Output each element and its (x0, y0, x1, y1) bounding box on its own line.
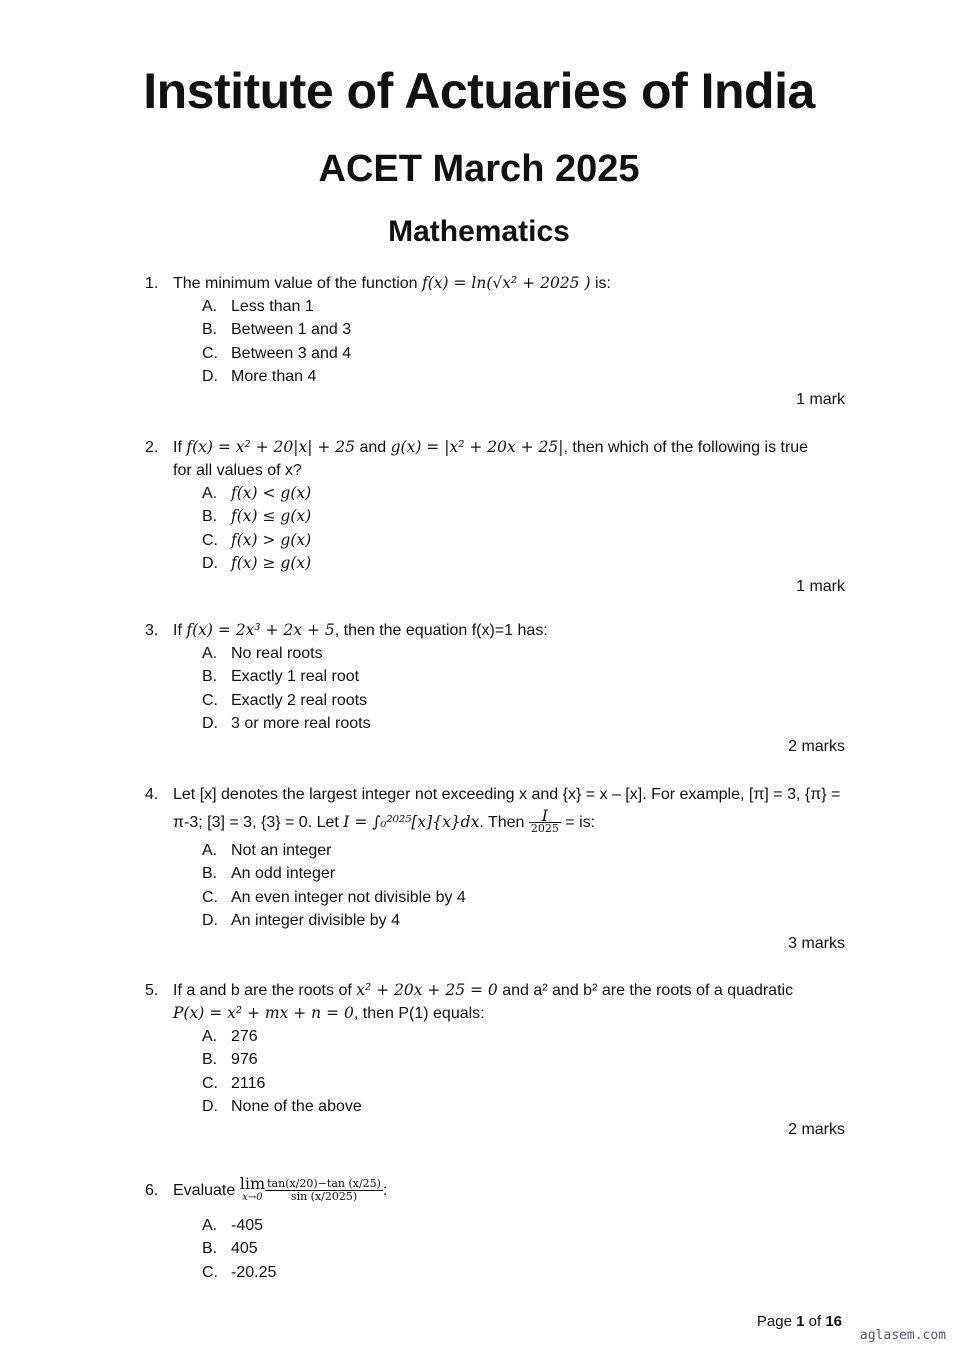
option-c: C. Between 3 and 4 (202, 344, 352, 362)
math-expression: g(x) = |x² + 20x + 25| (390, 438, 564, 456)
question-stem: 5. If a and b are the roots of x² + 20x + 25 = 0 and a² and b² are the roots of a quadratic (173, 979, 845, 1002)
document-title: Institute of Actuaries of India (143, 63, 815, 119)
limit-operator: lim x→0 (239, 1173, 266, 1203)
question-number: 6. (145, 1182, 159, 1199)
option-a: A. 276 (202, 1028, 258, 1045)
question-number: 3. (145, 622, 159, 639)
option-c: C. Exactly 2 real roots (202, 691, 368, 709)
option-c: C. 2116 (202, 1074, 266, 1092)
question-5 (145, 979, 845, 1141)
question-3 (145, 619, 845, 758)
marks-label: 3 marks (788, 935, 845, 953)
math-expression: f(x) = 2x³ + 2x + 5 (186, 621, 335, 639)
question-stem-line2: for all values of x? (173, 462, 302, 479)
integral-expression: I = ∫₀²⁰²⁵[x]{x}dx (343, 813, 480, 831)
question-4 (145, 783, 845, 955)
section-heading: Mathematics (388, 215, 570, 248)
question-stem: 1. The minimum value of the function f(x) = ln(√x² + 2025 ) is: (173, 272, 845, 295)
option-a: A. Not an integer (202, 842, 332, 859)
option-d: D. 3 or more real roots (202, 714, 371, 732)
math-expression: P(x) = x² + mx + n = 0 (173, 1004, 354, 1022)
option-a: A. Less than 1 (202, 298, 314, 315)
options-list (202, 642, 845, 735)
option-b: B. f(x) ≤ g(x) (202, 507, 312, 526)
question-stem-line2: π-3; [3] = 3, {3} = 0. Let I = ∫₀²⁰²⁵[x]{x}dx. Then $\frac{I}{2025}$ = is: (173, 807, 596, 836)
option-d: D. An integer divisible by 4 (202, 911, 400, 929)
math-expression: f(x) = x² + 20|x| + 25 (186, 438, 356, 456)
question-number: 4. (145, 786, 159, 803)
option-b: B. An odd integer (202, 865, 336, 883)
options-list (202, 839, 845, 932)
marks-label: 2 marks (788, 1121, 845, 1139)
option-c: C. -20.25 (202, 1263, 277, 1281)
question-number: 5. (145, 982, 159, 999)
options-list (202, 482, 845, 575)
fraction: $\frac{I}{2025}$ (530, 807, 559, 836)
question-2 (145, 436, 845, 598)
math-expression: f(x) = ln(√x² + 2025 ) (422, 274, 591, 292)
question-stem: 2. If f(x) = x² + 20|x| + 25 and g(x) = |x² + 20x + 25|, then which of the following is true (173, 436, 845, 459)
marks-label: 1 mark (796, 391, 845, 409)
math-expression: x² + 20x + 25 = 0 (356, 981, 498, 999)
marks-label: 2 marks (788, 738, 845, 756)
options-list (202, 1025, 845, 1118)
option-b: B. 976 (202, 1051, 258, 1069)
option-c: C. f(x) > g(x) (202, 530, 312, 549)
fraction: $\frac{\tan(x/20)-\tan (x/25)}{\sin (x/2025)}$ (267, 1177, 381, 1204)
option-b: B. Between 1 and 3 (202, 321, 352, 339)
exam-name: ACET March 2025 (318, 148, 640, 190)
marks-label: 1 mark (796, 578, 845, 596)
option-b: B. 405 (202, 1240, 258, 1258)
question-stem: 3. If f(x) = 2x³ + 2x + 5, then the equation f(x)=1 has: (173, 619, 845, 642)
question-1 (145, 272, 845, 411)
question-stem: 4. Let [x] denotes the largest integer not exceeding x and {x} = x – [x]. For example, [π] = 3, {π} = (173, 783, 845, 806)
question-number: 2. (145, 439, 159, 456)
options-list (202, 1214, 845, 1284)
option-b: B. Exactly 1 real root (202, 668, 360, 686)
option-a: A. f(x) < g(x) (202, 484, 312, 502)
question-number: 1. (145, 275, 159, 292)
watermark: aglasem.com (859, 1328, 946, 1343)
option-d: D. f(x) ≥ g(x) (202, 553, 312, 572)
option-d: D. None of the above (202, 1097, 362, 1115)
question-6 (145, 1168, 845, 1284)
option-a: A. No real roots (202, 645, 323, 662)
question-stem-line2: P(x) = x² + mx + n = 0, then P(1) equals: (173, 1004, 485, 1022)
question-stem: 6. Evaluate lim x→0 $\frac{\tan(x/20)-\tan (x/25)}{\sin (x/2025)}$ : (173, 1168, 845, 1214)
page-number: Page 1 of 16 (756, 1313, 842, 1330)
options-list (202, 295, 845, 388)
option-c: C. An even integer not divisible by 4 (202, 888, 466, 906)
option-a: A. -405 (202, 1217, 264, 1234)
option-d: D. More than 4 (202, 367, 317, 385)
